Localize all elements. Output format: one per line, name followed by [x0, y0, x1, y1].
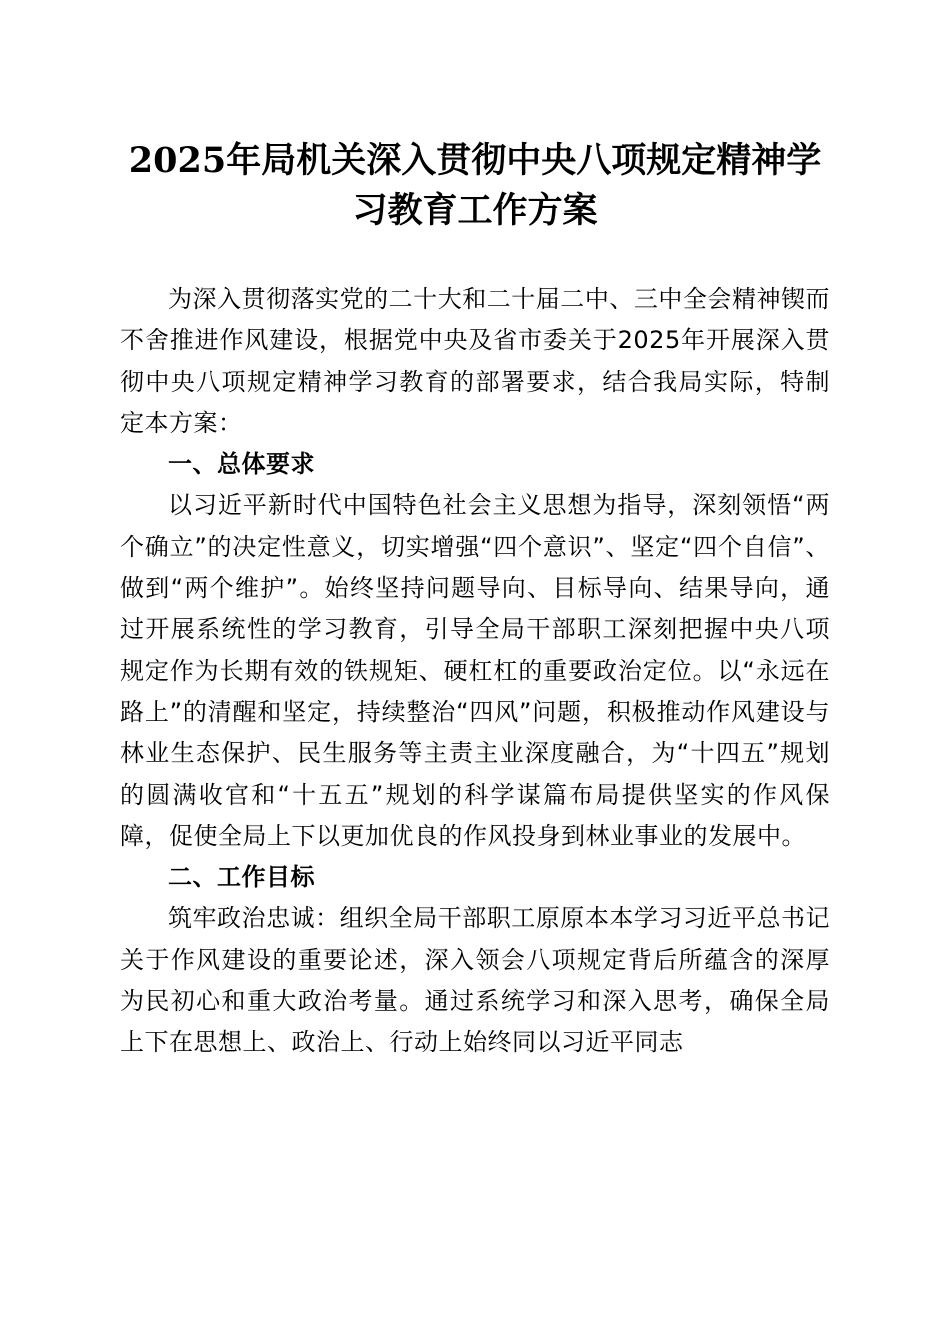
intro-paragraph: 为深入贯彻落实党的二十大和二十届二中、三中全会精神锲而不舍推进作风建设，根据党中央及省市委关于2025年开展深入贯彻中央八项规定精神学习教育的部署要求，结合我局实际，特制定本方案：	[120, 285, 830, 437]
work-goals-paragraph: 筑牢政治忠诚：组织全局干部职工原原本本学习习近平总书记关于作风建设的重要论述，深入领会八项规定背后所蕴含的深厚为民初心和重大政治考量。通过系统学习和深入思考，确保全局上下在思想上、政治上、行动上始终同以习近平同志	[120, 904, 830, 1057]
document-body	[120, 279, 830, 1064]
overall-requirements-paragraph: 以习近平新时代中国特色社会主义思想为指导，深刻领悟“两个确立”的决定性意义，切实增强“四个意识”、坚定“四个自信”、做到“两个维护”。始终坚持问题导向、目标导向、结果导向，通过开展系统性的学习教育，引导全局干部职工深刻把握中央八项规定作为长期有效的铁规矩、硬杠杠的重要政治定位。以“永远在路上”的清醒和坚定，持续整治“四风”问题，积极推动作风建设与林业生态保护、民生服务等主责主业深度融合，为“十四五”规划的圆满收官和“十五五”规划的科学谋篇布局提供坚实的作风保障，促使全局上下以更加优良的作风投身到林业事业的发展中。	[120, 491, 830, 850]
document-title: 2025年局机关深入贯彻中央八项规定精神学习教育工作方案	[128, 140, 822, 231]
section-heading-work-goals: 二、工作目标	[168, 863, 315, 892]
section-heading-overall-requirements: 一、总体要求	[168, 450, 315, 479]
